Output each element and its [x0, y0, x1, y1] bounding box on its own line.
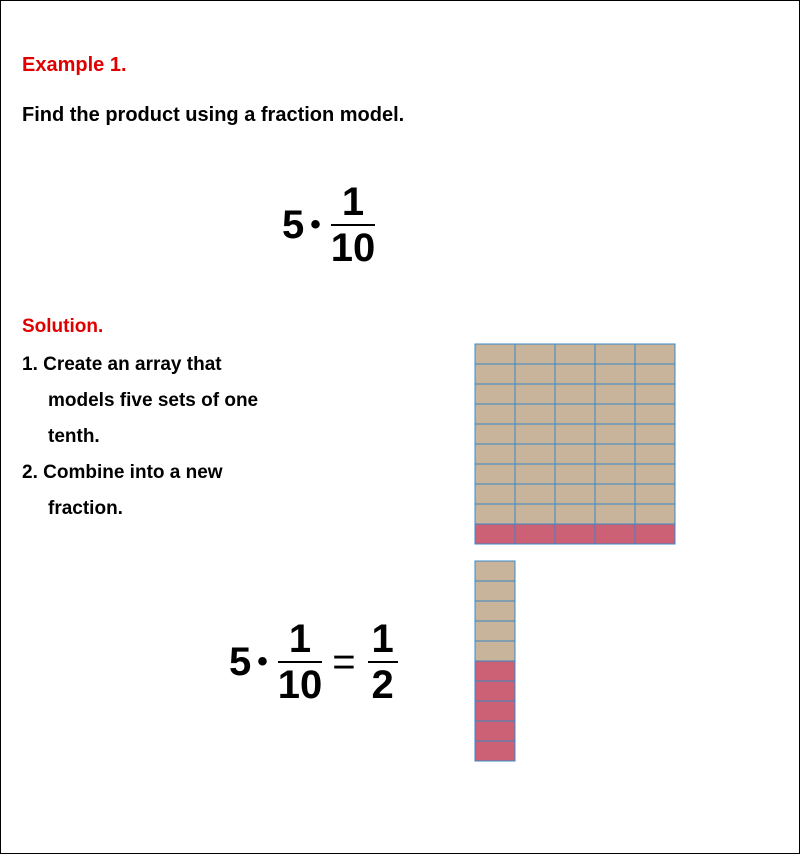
array-cell	[475, 444, 515, 464]
column-shaded-cell	[475, 721, 515, 741]
array-cell	[515, 424, 555, 444]
problem-prompt: Find the product using a fraction model.	[22, 104, 405, 126]
array-cell	[555, 364, 595, 384]
problem-whole-number: 5	[282, 203, 305, 247]
array-cell	[595, 484, 635, 504]
array-cell	[555, 344, 595, 364]
array-cell	[515, 444, 555, 464]
array-cell	[475, 344, 515, 364]
array-cell	[475, 364, 515, 384]
array-cell	[635, 404, 675, 424]
array-shaded-cell	[555, 524, 595, 544]
array-cell	[555, 464, 595, 484]
array-cell	[515, 504, 555, 524]
array-shaded-cell	[635, 524, 675, 544]
problem-numerator: 1	[341, 180, 365, 224]
result-fraction	[368, 617, 398, 707]
array-cell	[475, 504, 515, 524]
array-cell	[475, 384, 515, 404]
array-cell	[635, 464, 675, 484]
array-cell	[515, 404, 555, 424]
array-cell	[555, 404, 595, 424]
result-denominator: 2	[371, 663, 394, 707]
problem-expression	[282, 180, 375, 270]
array-cell	[555, 484, 595, 504]
solution-steps	[22, 352, 258, 532]
column-cell	[475, 581, 515, 601]
array-cell	[515, 484, 555, 504]
column-shaded-cell	[475, 681, 515, 701]
step-line: tenth.	[48, 426, 100, 447]
column-cell	[475, 601, 515, 621]
array-cell	[635, 344, 675, 364]
column-shaded-cell	[475, 741, 515, 761]
result-expression	[229, 617, 398, 707]
step-line: fraction.	[48, 498, 123, 519]
example-heading: Example 1.	[22, 54, 127, 76]
result-numerator: 1	[371, 617, 394, 661]
array-cell	[475, 484, 515, 504]
multiplication-dot: •	[257, 645, 268, 678]
result-whole-number: 5	[229, 640, 252, 684]
factor-numerator: 1	[288, 617, 312, 661]
array-cell	[595, 384, 635, 404]
array-cell	[475, 464, 515, 484]
column-cell	[475, 561, 515, 581]
fraction-array-model	[474, 343, 677, 545]
solution-heading: Solution.	[22, 316, 104, 337]
array-cell	[515, 344, 555, 364]
array-cell	[595, 344, 635, 364]
step-line: 1. Create an array that	[22, 354, 222, 375]
problem-denominator: 10	[330, 226, 376, 270]
array-cell	[635, 504, 675, 524]
column-shaded-cell	[475, 701, 515, 721]
column-shaded-cell	[475, 661, 515, 681]
column-cell	[475, 621, 515, 641]
array-cell	[635, 444, 675, 464]
multiplication-dot: •	[310, 208, 321, 241]
step-line: 2. Combine into a new	[22, 462, 223, 483]
array-cell	[515, 464, 555, 484]
array-cell	[555, 444, 595, 464]
combined-fraction-model	[474, 560, 517, 763]
array-cell	[595, 364, 635, 384]
array-cell	[595, 464, 635, 484]
array-shaded-cell	[595, 524, 635, 544]
array-cell	[475, 404, 515, 424]
array-cell	[595, 404, 635, 424]
array-cell	[595, 504, 635, 524]
solution-step	[22, 352, 258, 460]
array-cell	[555, 504, 595, 524]
array-cell	[475, 424, 515, 444]
result-factor-fraction	[278, 617, 323, 707]
step-line: models five sets of one	[48, 390, 259, 411]
array-cell	[635, 384, 675, 404]
array-cell	[635, 424, 675, 444]
array-cell	[515, 364, 555, 384]
equals-sign: =	[332, 640, 356, 684]
array-cell	[635, 484, 675, 504]
array-cell	[515, 384, 555, 404]
array-cell	[635, 364, 675, 384]
column-cell	[475, 641, 515, 661]
problem-fraction	[331, 180, 376, 270]
array-cell	[595, 444, 635, 464]
factor-denominator: 10	[277, 663, 323, 707]
solution-step	[22, 460, 258, 532]
array-cell	[555, 424, 595, 444]
array-cell	[595, 424, 635, 444]
array-shaded-cell	[475, 524, 515, 544]
array-cell	[555, 384, 595, 404]
array-shaded-cell	[515, 524, 555, 544]
